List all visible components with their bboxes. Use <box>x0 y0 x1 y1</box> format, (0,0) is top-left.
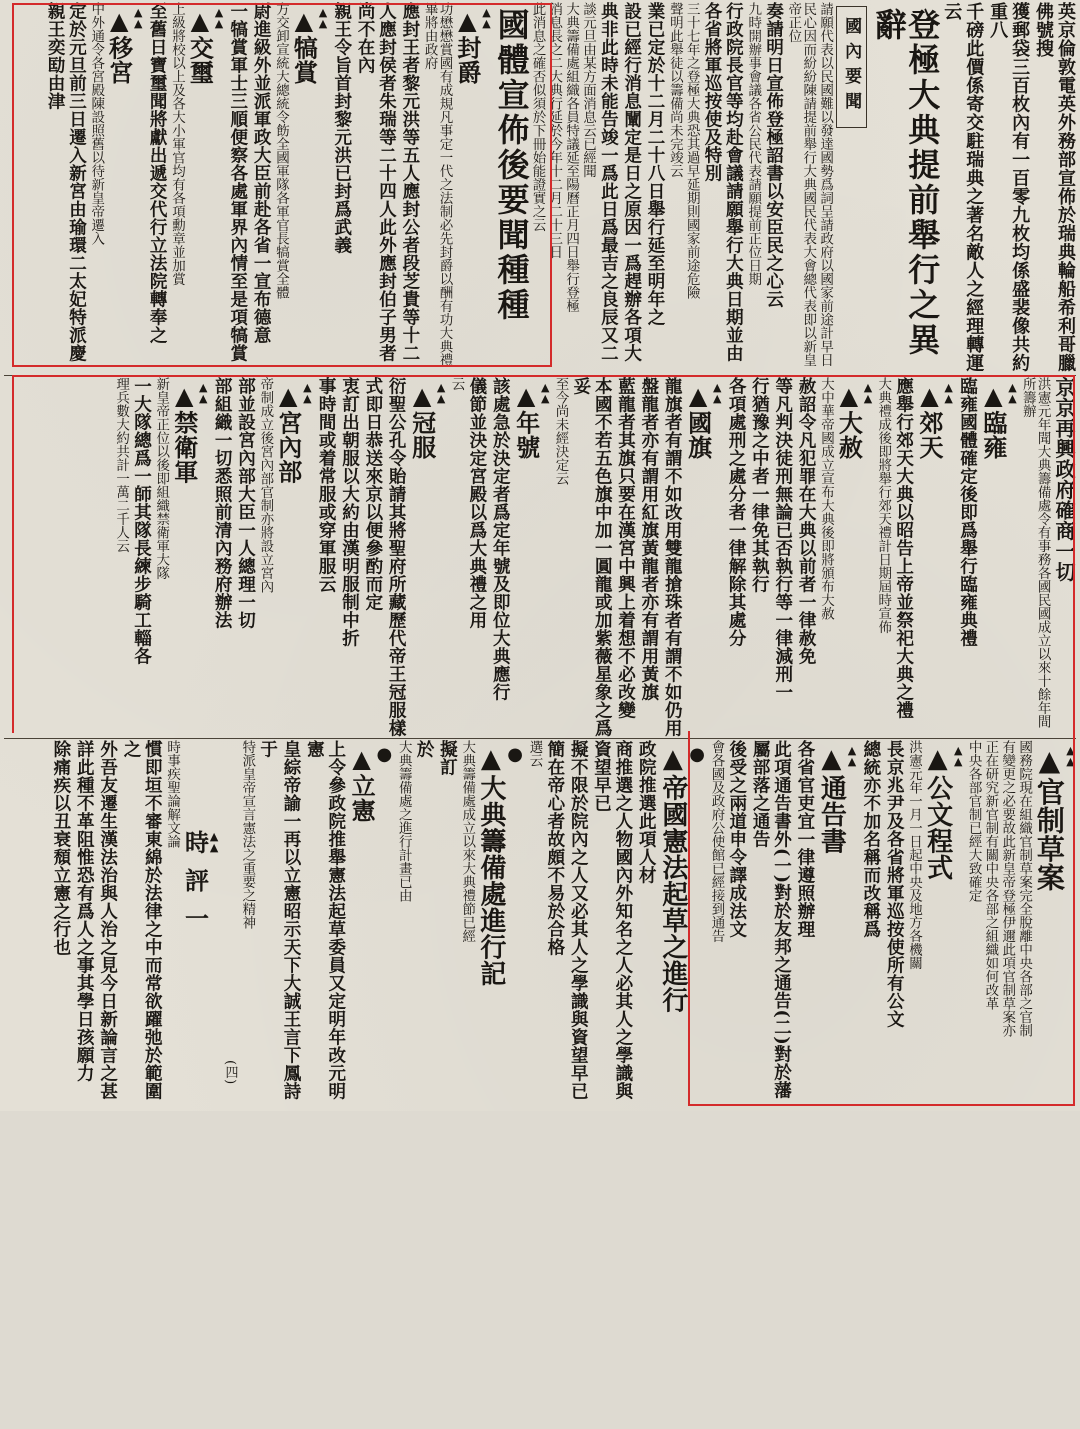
subhead-amnesty: ▲▲ ▲大赦 <box>835 377 873 741</box>
foreign-news-line-2: 獲郵袋三百枚內有一百零九枚均係盛裴像共約重八 <box>987 2 1031 372</box>
official-body-0: 國務院現在組織官制草案完全脫離中央各部之官制 <box>1016 740 1033 1037</box>
capital-lead: 京京再興政府確商一切 <box>1052 377 1076 582</box>
subhead-constitutional: ● ▲立憲 <box>348 740 394 1113</box>
constitutional-body-0: 上令參政院推舉憲法起草委員又定明年改元明憲 <box>304 740 346 1100</box>
constitution-body-0: 政院推選此項人材 <box>636 740 657 884</box>
article-title-enthronement: 登極大典提前舉行之異辭 <box>869 8 942 358</box>
official-body-1: 有變更之必要故此新皇帝登極伊邇此項官制草案亦 <box>999 740 1016 1037</box>
titles-body-3: 親王令旨首封黎元洪已封爲武義 <box>331 2 352 254</box>
enthronement-body-6: 聲明此舉徒以籌備尚未完竣云 <box>666 2 683 178</box>
enthronement-body-8: 設已經行消息闡定是日之原因一爲趕辦各項大 <box>621 2 642 362</box>
subhead-commentary: ▲▲ 時評一 <box>181 740 219 1199</box>
subhead-era-name: ▲▲ ▲年號 <box>512 377 550 741</box>
document-form-body-1: 長京兆尹及各省將軍巡按使所有公文 <box>884 740 905 1028</box>
subhead-titles: ▲▲ ▲封爵 <box>454 2 492 378</box>
flag-body-0: 龍旗者有謂不如改用雙龍搶珠者有謂不如仍用 <box>662 377 683 737</box>
flag-body-2: 藍龍者其旗只要在漢宮中興上着想不必改變 <box>615 377 636 719</box>
enthronement-body-2: 奏請明日宣佈登極詔書以安臣民之心云 <box>763 2 784 308</box>
document-form-body-2: 總統亦不加名稱而改稱爲 <box>860 740 881 938</box>
enthronement-body-12: 消息長之二大典行延於今年十二月二十三日 <box>546 2 563 259</box>
palace-move-body-0: 中外通令各宮殿陳設照舊以待新皇帝遷入 <box>88 2 105 245</box>
commentary-body-1: 慣即垣不審東綿於法律之中而常欲躍弛於範圍之 <box>120 740 163 1100</box>
enthronement-body-5: 三十七年之登極大典恐其過早延期則國家前途危險 <box>683 2 700 299</box>
enthronement-body-10: 談元旦由某方面消息云已經聞 <box>579 2 596 178</box>
enthronement-body-9: 典非此時未能告竣一爲此日爲最吉之良辰又二 <box>598 2 619 362</box>
titles-body-0: 功懋懋賞國有成規凡事定一代之法制必先封爵以酬有功大典禮畢將由政府 <box>421 2 453 367</box>
flag-body-4: 至今尚未經決定云 <box>552 377 569 485</box>
titles-body-1: 應封王者黎元洪等五人應封公者段芝貴等十二 <box>399 2 420 362</box>
crown-body-3: 事時間或着常服或穿軍服云 <box>316 377 337 593</box>
subhead-imperial-guard: ▲▲ ▲禁衛軍 <box>170 377 208 741</box>
era-body-2: 云 <box>448 377 465 391</box>
constitution-body-2: 擬不限於院內之人又必其人之學識與資望早已 <box>568 740 589 1100</box>
jiaotian-body-1: 大典禮成後即將舉行郊天禮計日期屆時宣佈 <box>875 377 892 634</box>
constitutional-body-1: 皇綜帝諭一再以立憲昭示天下大誠王言下鳳詩 <box>281 740 302 1100</box>
middle-section <box>4 377 1076 737</box>
subhead-document-format: ▲▲ ▲公文程式 <box>923 740 964 1113</box>
constitutional-body-3: 特派皇帝宣言憲法之重要之精神 <box>239 740 256 929</box>
enthronement-body-7: 業已定於十二月二十八日舉行延至明年之 <box>645 2 665 326</box>
enthronement-body-4: 行政院長官等均赴會議請願舉行大典日期並由各省將軍巡按使及特別 <box>702 2 744 362</box>
amnesty-body-3: 行猶豫之中者一律免其執行 <box>749 377 770 593</box>
ceremony-body-2: 於 <box>414 740 435 758</box>
bottom-section <box>4 740 1076 1109</box>
section-divider-1 <box>4 375 1076 376</box>
palace-body-0: 帝制成立後宮內部官制亦將設立宮內 <box>257 377 274 593</box>
ceremony-body-1: 擬訂 <box>437 740 458 776</box>
amnesty-body-2: 等凡判決徒刑無論已否執行等一律減刑一 <box>772 377 793 701</box>
palace-body-2: 部組織一切悉照前清內務府辦法 <box>212 377 233 629</box>
amnesty-body-4: 各項處刑之處分者一律解除其處分 <box>726 377 747 647</box>
subhead-ceremony-office: ● ▲大典籌備處進行記 <box>476 740 524 1113</box>
amnesty-body-0: 大中華帝國成立宣布大典後即將頒布大赦 <box>817 377 834 620</box>
enthronement-body-13: 此消息之確否似須於下冊始能證實之云 <box>529 2 546 232</box>
official-body-3: 中央各部官制已經大致確定 <box>965 740 982 902</box>
palace-body-1: 部並設宮內部大臣一人總理一切 <box>235 377 256 629</box>
commentary-body-0: 時事疾聖論解文論 <box>164 740 181 848</box>
notice-body-0: 各省官吏宜一律遵照辦理 <box>794 740 815 938</box>
enthronement-body-3: 九時開辦事會議各省公民代表請願提前正位日期 <box>745 2 762 286</box>
guard-body-2: 理兵數大約共計一萬二千人云 <box>113 377 130 553</box>
palace-move-body-1: 定於元旦前三日遷入新宮由瑜環二太妃特派慶親王奕劻由津 <box>45 2 87 362</box>
guard-body-0: 新皇帝正位以後即組織禁衛軍大隊 <box>153 377 170 580</box>
rewards-body-1: 尉進級外並派軍政大臣前赴各省一宣布德意 <box>251 2 272 344</box>
constitution-body-1: 商推選之人物國內外知名之人必其人之學識與資望早已 <box>591 740 633 1100</box>
capital-body-0: 洪憲元年聞大典籌備處令有事務各國民國成立以來十餘年間所籌辦 <box>1019 377 1051 728</box>
subhead-palace-department: ▲▲ ▲宮內部 <box>274 377 312 741</box>
subhead-imperial-academy: ▲▲ ▲臨雍 <box>979 377 1017 741</box>
seal-body-1: 至舊日寶璽聞將獻出遞交代行立法院轉奉之 <box>147 2 168 344</box>
jiaotian-body-0: 應舉行郊天大典以昭告上帝並祭祀大典之禮 <box>893 377 914 719</box>
subhead-notice: ▲▲ ▲通告書 <box>817 740 858 1113</box>
crown-body-2: 衷訂出朝服以大約由漢明服制中折 <box>339 377 360 647</box>
flag-body-1: 盤龍者亦有謂用紅旗黃龍者亦有謂用黃旗 <box>638 377 659 701</box>
subhead-crown-dress: ▲▲ ▲冠服 <box>408 377 446 741</box>
page-number: (四) <box>222 1060 238 1085</box>
amnesty-body-1: 赦詔令凡犯罪在大典以前者一律赦免 <box>796 377 817 665</box>
section-divider-2 <box>4 738 1076 739</box>
subhead-palace-move: ▲▲ ▲移宮 <box>105 2 143 378</box>
seal-body-0: 上級將校以上及各大小軍官均有各項勳章並加賞 <box>168 2 185 286</box>
subhead-seal: ▲▲ ▲交璽 <box>186 2 224 378</box>
enthronement-body-11: 大典籌備處組織各員特議延至陽曆正月四日舉行登極 <box>563 2 580 313</box>
constitution-body-3: 簡在帝心者故頗不易於合格 <box>544 740 565 956</box>
era-body-1: 儀節並決定宮殿以爲大典禮之用 <box>466 377 487 629</box>
commentary-body-2: 外吾友遷生漢法治與人治之見今日新論言之甚 <box>97 740 118 1100</box>
document-form-body-0: 洪憲元年一月一日起中央及地方各機關 <box>906 740 923 970</box>
top-section <box>4 2 1076 374</box>
foreign-news-line-1: 英京倫敦電英外務部宣佈於瑞典輪船希利哥臘佛號搜 <box>1033 2 1076 372</box>
subhead-heaven-worship: ▲▲ ▲郊天 <box>916 377 954 741</box>
ceremony-body-0: 大典籌備處成立以來大典禮節已經 <box>459 740 476 943</box>
enthronement-body-1: 民心因而紛紛陳請提前舉行大典國民代表大會總代表即以新皇帝正位 <box>785 2 817 367</box>
rewards-body-2: 一犒賞軍士三順便察各處軍界內情至是項犒賞 <box>227 2 248 362</box>
titles-body-2: 人應封侯者朱瑞等二十四人此外應封伯子男者尚不在內 <box>355 2 397 362</box>
notice-body-2: 後受之兩道申令譯成法文 <box>726 740 747 938</box>
crown-body-1: 式即日恭送來京以便參酌而定 <box>362 377 383 611</box>
article-title-state-system: 國體宣佈後要聞種種 <box>492 8 531 323</box>
subhead-official-system: ▲▲ ▲官制草案 <box>1033 740 1076 1113</box>
subhead-constitution-drafting: ● ▲帝國憲法起草之進行 <box>658 740 706 1113</box>
commentary-body-3: 詳此種不革阻惟恐有爲人之事其學日孩願力 <box>74 740 95 1082</box>
notice-body-1: 此項通告書外(一)對於友邦之通告(二)對於藩屬部落之通告 <box>750 740 792 1100</box>
enthronement-body-0: 請願代表以民國難以發達國勢爲詞呈請政府以國家前途計早日 <box>817 2 834 367</box>
subhead-national-flag: ▲▲ ▲國旗 <box>684 377 722 741</box>
constitution-body-4: 選云 <box>526 740 543 767</box>
flag-body-3: 本國不若五色旗中加一圓龍或加紫薇星象之爲妥 <box>570 377 613 737</box>
section-box-domestic-news: 國內要聞 <box>836 6 867 128</box>
subhead-rewards: ▲▲ ▲犒賞 <box>290 2 328 378</box>
capital-body-1: 臨雍國體確定後即爲舉行臨雍典禮 <box>957 377 978 647</box>
notice-body-3: 會各國及政府公使館已經接到通告 <box>708 740 725 943</box>
foreign-news-line-3: 千磅此價係寄交駐瑞典之著名敵人之經理轉運云 <box>941 2 985 372</box>
commentary-body-4: 除痛疾以丑衰頹立憲之行也 <box>50 740 71 956</box>
constitutional-body-2: 于 <box>257 740 278 758</box>
rewards-body-0: 方交卸宣統大總統令飭全國軍隊各軍官長犒賞全體 <box>272 2 289 299</box>
guard-body-1: 一大隊總爲一師其隊長練步騎工輜各 <box>131 377 152 665</box>
official-body-2: 正在研究新官制有關中央各部之組織如何改革 <box>982 740 999 1010</box>
ceremony-body-3: 大典籌備處之進行計畫已由 <box>395 740 412 902</box>
era-body-0: 該處急於決定者爲定年號及即位大典應行 <box>490 377 511 701</box>
crown-body-0: 衍聖公孔令貽請其將聖府所藏歷代帝王冠服樣 <box>386 377 407 737</box>
